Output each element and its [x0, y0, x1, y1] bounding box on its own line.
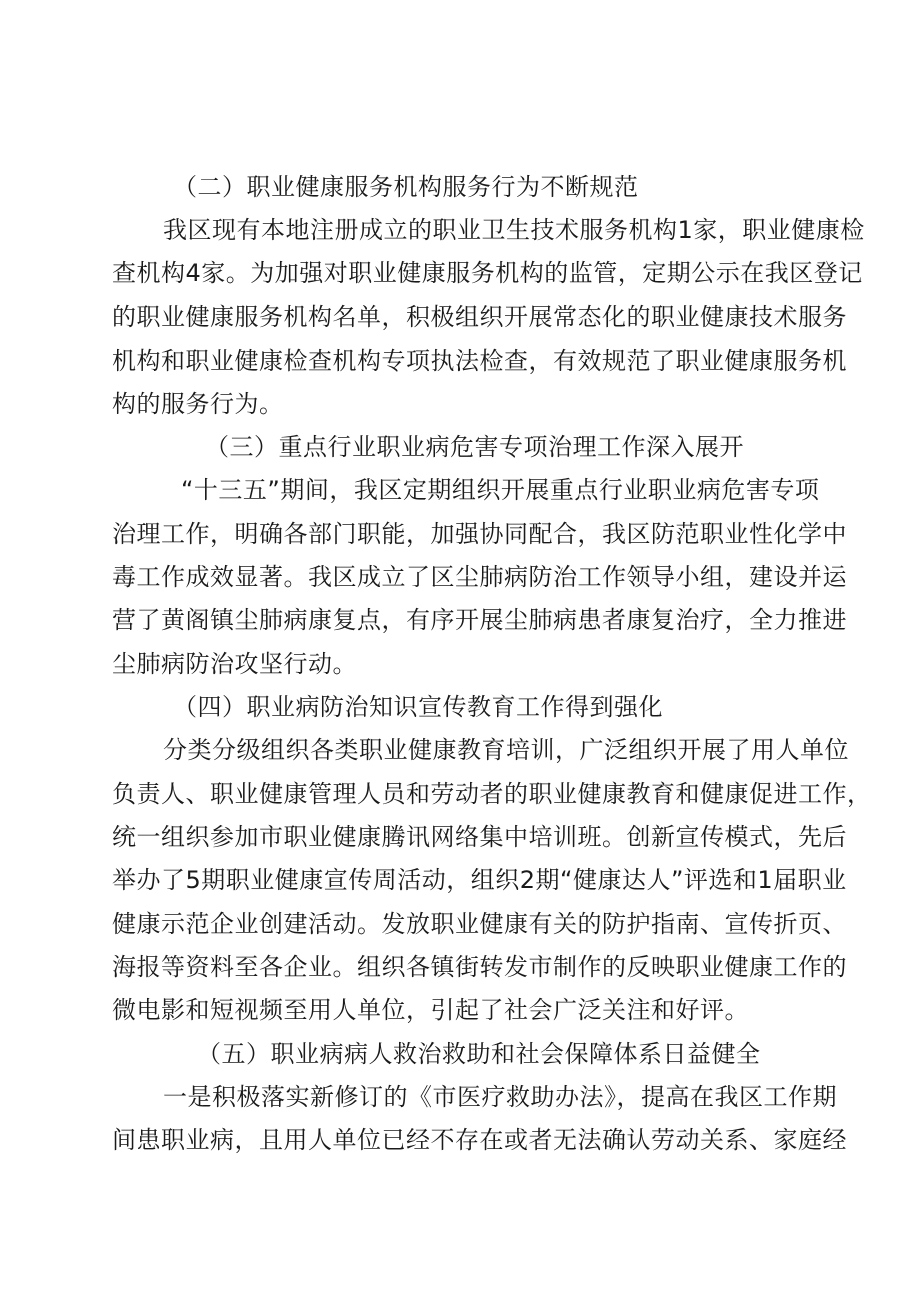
paragraph-line: 营了黄阁镇尘肺病康复点，有序开展尘肺病患者康复治疗，全力推进: [112, 606, 847, 634]
paragraph-line: 我区现有本地注册成立的职业卫生技术服务机构1家，职业健康检: [163, 216, 865, 244]
paragraph-line: 负责人、职业健康管理人员和劳动者的职业健康教育和健康促进工作，: [112, 780, 872, 808]
paragraph-line: 举办了5期职业健康宣传周活动，组织2期“健康达人”评选和1届职业: [112, 866, 847, 894]
paragraph-line: “十三五”期间，我区定期组织开展重点行业职业病危害专项: [181, 476, 820, 504]
paragraph-line: 治理工作，明确各部门职能，加强协同配合，我区防范职业性化学中: [112, 520, 847, 548]
section-heading-4: （四）职业病防治知识宣传教育工作得到强化: [173, 693, 663, 721]
paragraph-line: 的职业健康服务机构名单，积极组织开展常态化的职业健康技术服务: [112, 303, 847, 331]
paragraph-line: 尘肺病防治攻坚行动。: [112, 650, 357, 678]
paragraph-line: 海报等资料至各企业。组织各镇街转发市制作的反映职业健康工作的: [112, 953, 847, 981]
paragraph-line: 一是积极落实新修订的《市医疗救助办法》，提高在我区工作期: [163, 1083, 837, 1111]
paragraph-line: 微电影和短视频至用人单位，引起了社会广泛关注和好评。: [112, 996, 749, 1024]
paragraph-line: 统一组织参加市职业健康腾讯网络集中培训班。创新宣传模式，先后: [112, 823, 847, 851]
paragraph-line: 健康示范企业创建活动。发放职业健康有关的防护指南、宣传折页、: [112, 910, 847, 938]
section-heading-2: （二）职业健康服务机构服务行为不断规范: [173, 173, 639, 201]
paragraph-line: 间患职业病，且用人单位已经不存在或者无法确认劳动关系、家庭经: [112, 1126, 847, 1154]
paragraph-line: 构的服务行为。: [112, 390, 284, 418]
paragraph-line: 机构和职业健康检查机构专项执法检查，有效规范了职业健康服务机: [112, 347, 847, 375]
paragraph-line: 查机构4家。为加强对职业健康服务机构的监管，定期公示在我区登记: [112, 259, 863, 287]
paragraph-line: 分类分级组织各类职业健康教育培训，广泛组织开展了用人单位: [163, 736, 849, 764]
section-heading-5: （五）职业病病人救治救助和社会保障体系日益健全: [197, 1040, 761, 1068]
section-heading-3: （三）重点行业职业病危害专项治理工作深入展开: [205, 433, 744, 461]
paragraph-line: 毒工作成效显著。我区成立了区尘肺病防治工作领导小组，建设并运: [112, 563, 847, 591]
